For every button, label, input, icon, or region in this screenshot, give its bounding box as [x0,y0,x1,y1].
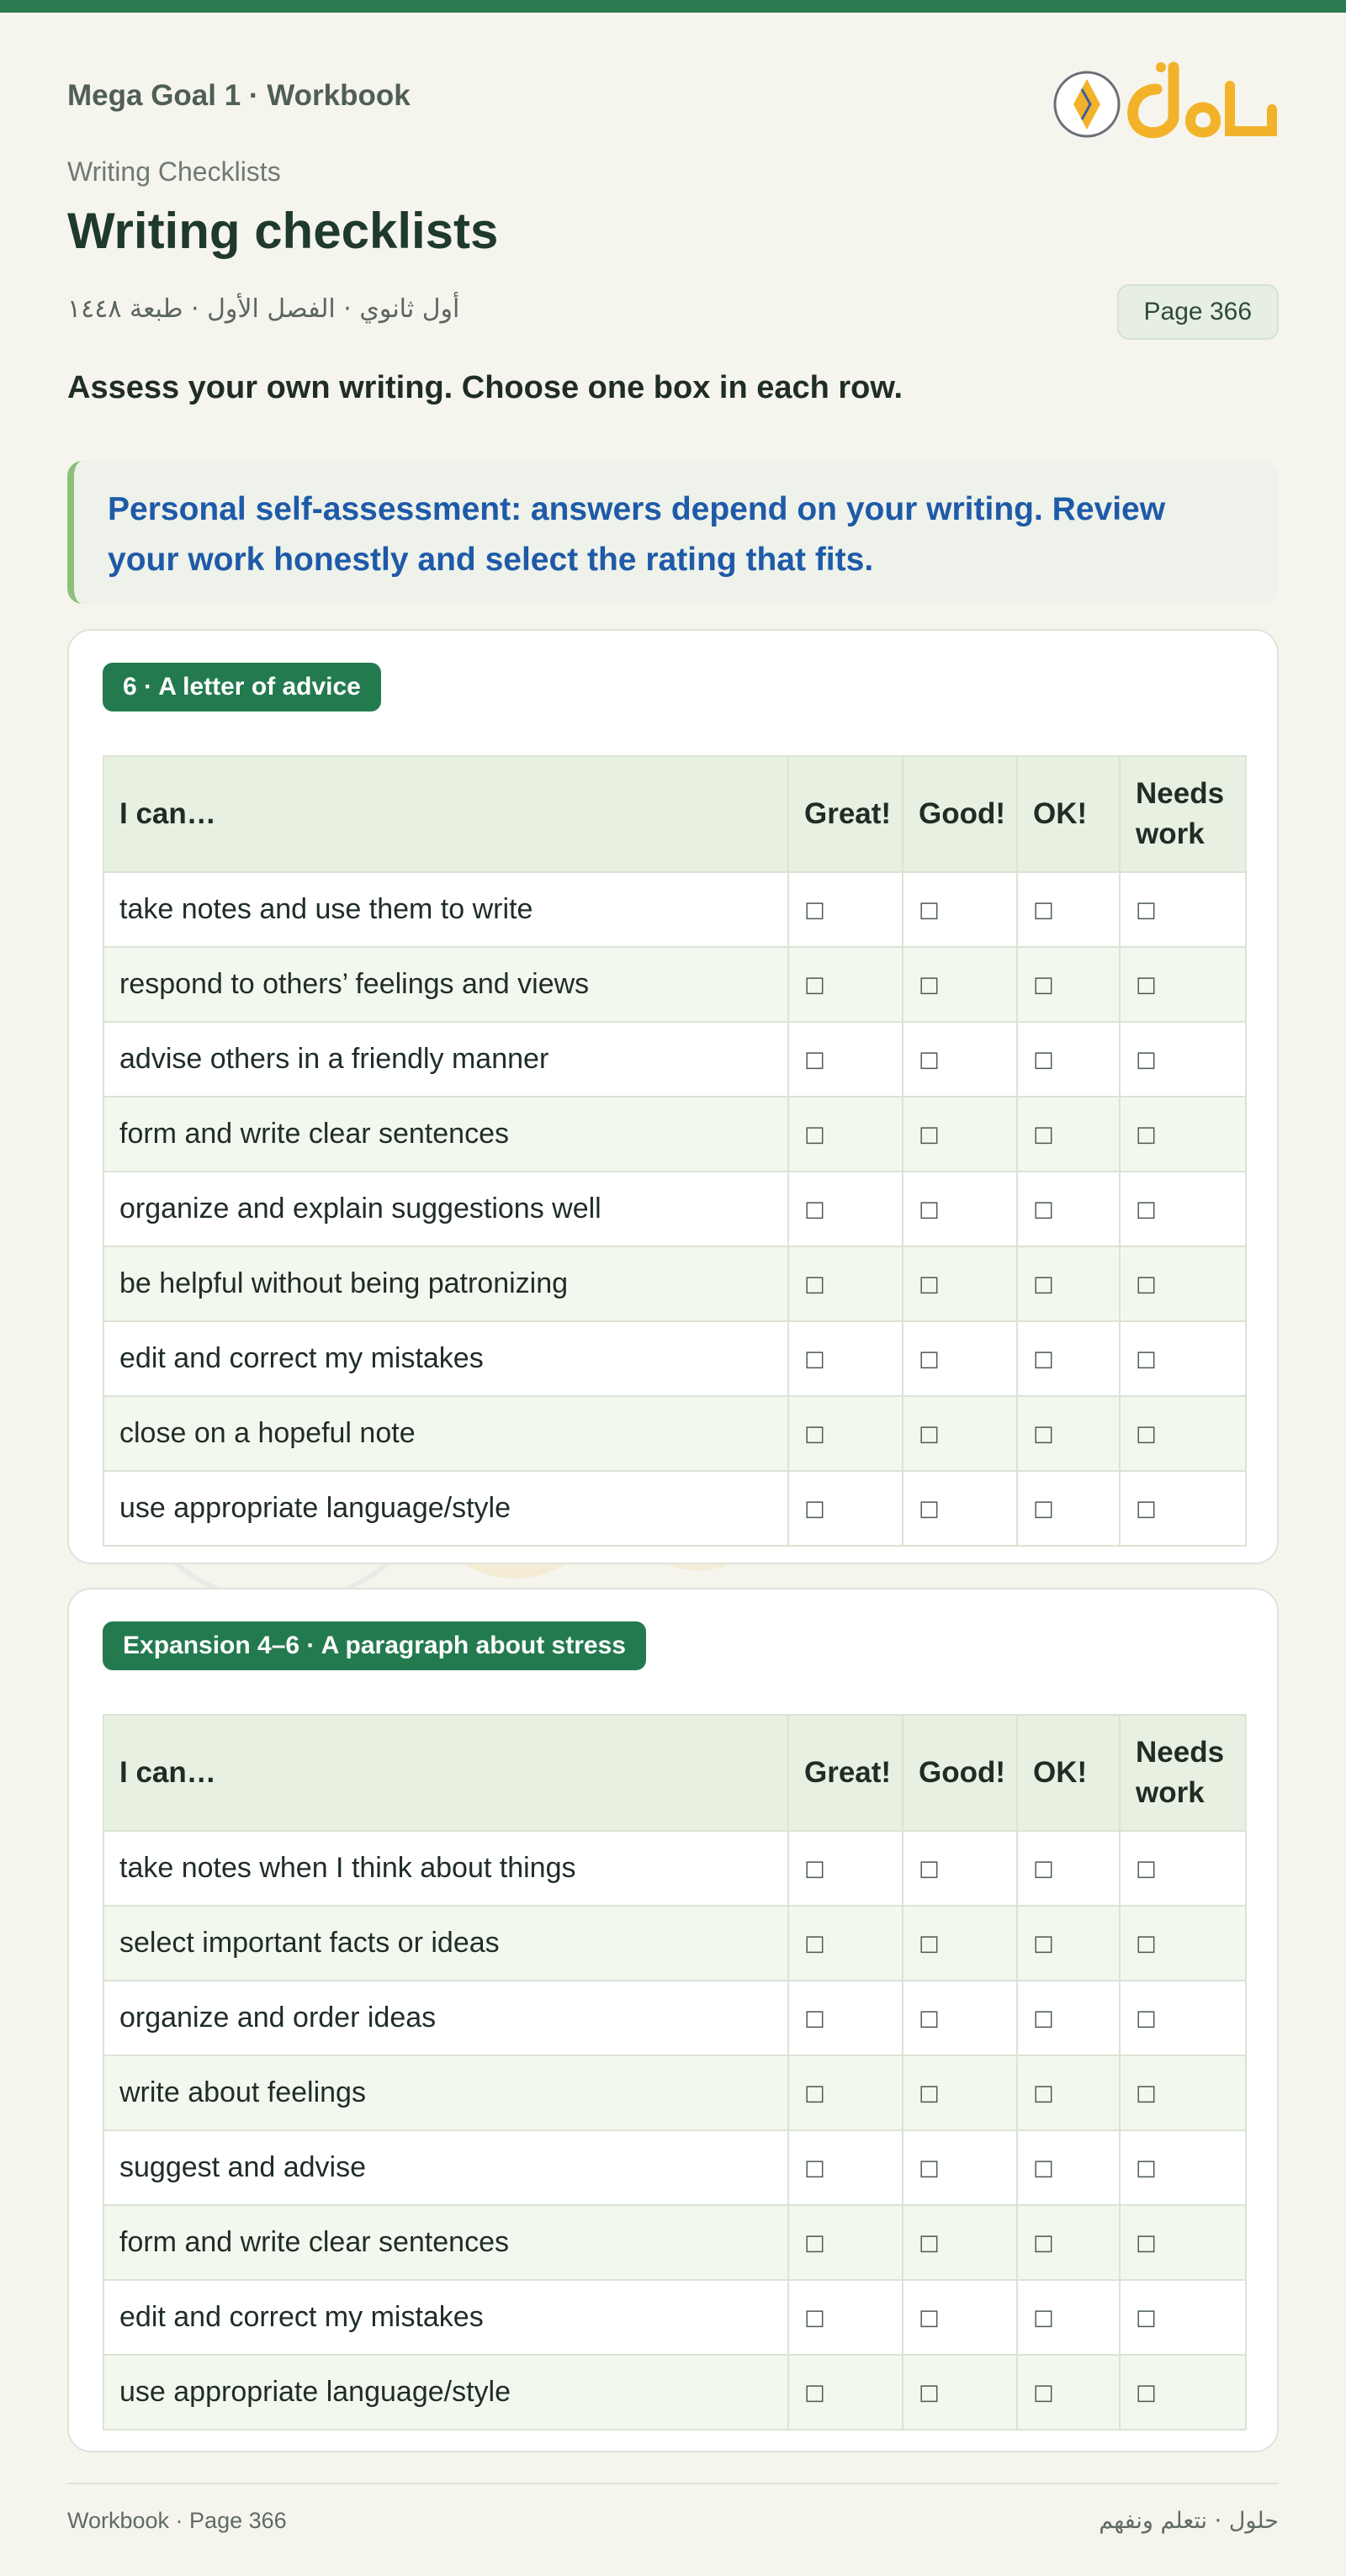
checkbox-great[interactable]: □ [788,1097,903,1172]
footer-brand-tagline: حلول · نتعلم ونفهم [1099,2508,1279,2534]
skill-label: take notes and use them to write [103,872,788,947]
checkbox-great[interactable]: □ [788,2130,903,2205]
table-row [103,2205,1246,2280]
checkbox-good[interactable]: □ [903,1172,1017,1246]
checkbox-ok[interactable]: □ [1017,2130,1120,2205]
checkbox-needs-work[interactable]: □ [1120,2055,1246,2130]
checkbox-ok[interactable]: □ [1017,1246,1120,1321]
page-header [67,72,1279,148]
checkbox-needs-work[interactable]: □ [1120,2280,1246,2355]
column-header-i-can: I can… [103,1715,788,1831]
table-row [103,2055,1246,2130]
table-row [103,1321,1246,1396]
page-number-badge: Page 366 [1117,284,1279,340]
checkbox-ok[interactable]: □ [1017,1471,1120,1546]
checkbox-ok[interactable]: □ [1017,1172,1120,1246]
checkbox-great[interactable]: □ [788,2280,903,2355]
column-header-great: Great! [788,756,903,872]
skill-label: organize and order ideas [103,1981,788,2055]
self-assessment-note: Personal self-assessment: answers depend on your writing. Review your work honestly and select the rating that fits. [67,461,1279,604]
table-row [103,872,1246,947]
skill-label: use appropriate language/style [103,1471,788,1546]
checkbox-good[interactable]: □ [903,1906,1017,1981]
skill-label: write about feelings [103,2055,788,2130]
checkbox-needs-work[interactable]: □ [1120,1172,1246,1246]
checkbox-ok[interactable]: □ [1017,872,1120,947]
table-row [103,1097,1246,1172]
checkbox-ok[interactable]: □ [1017,1906,1120,1981]
checkbox-ok[interactable]: □ [1017,2055,1120,2130]
checkbox-needs-work[interactable]: □ [1120,1906,1246,1981]
column-header-good: Good! [903,756,1017,872]
column-header-needs-work: Needs work [1120,756,1246,872]
checkbox-great[interactable]: □ [788,1022,903,1097]
checkbox-needs-work[interactable]: □ [1120,1396,1246,1471]
skill-label: edit and correct my mistakes [103,1321,788,1396]
skill-label: edit and correct my mistakes [103,2280,788,2355]
table-row [103,1906,1246,1981]
page-title: Writing checklists [67,203,499,259]
checklist-card-paragraph-about-stress [67,1588,1279,2452]
checkbox-ok[interactable]: □ [1017,1097,1120,1172]
skill-label: form and write clear sentences [103,2205,788,2280]
table-row [103,1172,1246,1246]
checkbox-good[interactable]: □ [903,872,1017,947]
checkbox-good[interactable]: □ [903,1471,1017,1546]
checkbox-ok[interactable]: □ [1017,1831,1120,1906]
skill-label: close on a hopeful note [103,1396,788,1471]
table-row [103,1981,1246,2055]
checkbox-ok[interactable]: □ [1017,2280,1120,2355]
checkbox-great[interactable]: □ [788,2205,903,2280]
checkbox-needs-work[interactable]: □ [1120,1981,1246,2055]
checkbox-good[interactable]: □ [903,1981,1017,2055]
table-row [103,1396,1246,1471]
checkbox-needs-work[interactable]: □ [1120,2205,1246,2280]
checkbox-needs-work[interactable]: □ [1120,1097,1246,1172]
checkbox-good[interactable]: □ [903,2205,1017,2280]
checkbox-great[interactable]: □ [788,872,903,947]
table-header-row [103,756,1246,872]
checkbox-good[interactable]: □ [903,1022,1017,1097]
checkbox-great[interactable]: □ [788,1906,903,1981]
checkbox-needs-work[interactable]: □ [1120,1246,1246,1321]
instruction-text: Assess your own writing. Choose one box in each row. [67,370,904,405]
skill-label: take notes when I think about things [103,1831,788,1906]
checkbox-ok[interactable]: □ [1017,1321,1120,1396]
skill-label: advise others in a friendly manner [103,1022,788,1097]
table-row [103,2130,1246,2205]
table-row [103,2355,1246,2430]
checkbox-ok[interactable]: □ [1017,947,1120,1022]
skill-label: form and write clear sentences [103,1097,788,1172]
checkbox-good[interactable]: □ [903,1321,1017,1396]
checkbox-great[interactable]: □ [788,1471,903,1546]
skill-label: use appropriate language/style [103,2355,788,2430]
skill-label: select important facts or ideas [103,1906,788,1981]
footer-page-label: Workbook · Page 366 [67,2508,287,2533]
column-header-good: Good! [903,1715,1017,1831]
checkbox-great[interactable]: □ [788,947,903,1022]
skill-label: respond to others’ feelings and views [103,947,788,1022]
table-row [103,1471,1246,1546]
checkbox-needs-work[interactable]: □ [1120,947,1246,1022]
checkbox-needs-work[interactable]: □ [1120,872,1246,947]
table-row [103,1831,1246,1906]
section-kicker: Writing Checklists [67,156,281,187]
checkbox-great[interactable]: □ [788,1831,903,1906]
checkbox-ok[interactable]: □ [1017,2355,1120,2430]
checkbox-ok[interactable]: □ [1017,1396,1120,1471]
skill-label: suggest and advise [103,2130,788,2205]
grade-term-meta: أول ثانوي · الفصل الأول · طبعة ١٤٤٨ [67,294,460,324]
checkbox-great[interactable]: □ [788,1246,903,1321]
checkbox-ok[interactable]: □ [1017,1981,1120,2055]
table-row [103,1246,1246,1321]
checkbox-needs-work[interactable]: □ [1120,1831,1246,1906]
checkbox-good[interactable]: □ [903,947,1017,1022]
checkbox-great[interactable]: □ [788,1981,903,2055]
column-header-ok: OK! [1017,1715,1120,1831]
top-accent-bar [0,0,1346,13]
checklist-card-letter-of-advice [67,629,1279,1564]
checkbox-needs-work[interactable]: □ [1120,1471,1246,1546]
checklist-table [103,1714,1247,2431]
skill-label: be helpful without being patronizing [103,1246,788,1321]
checkbox-good[interactable]: □ [903,2355,1017,2430]
column-header-great: Great! [788,1715,903,1831]
column-header-i-can: I can… [103,756,788,872]
checkbox-good[interactable]: □ [903,1831,1017,1906]
hulul-logo [1052,56,1279,148]
checkbox-good[interactable]: □ [903,2130,1017,2205]
checkbox-great[interactable]: □ [788,1396,903,1471]
checkbox-good[interactable]: □ [903,1396,1017,1471]
checkbox-great[interactable]: □ [788,1172,903,1246]
table-row [103,1022,1246,1097]
checkbox-ok[interactable]: □ [1017,2205,1120,2280]
book-title: Mega Goal 1 · Workbook [67,79,411,112]
checkbox-great[interactable]: □ [788,2355,903,2430]
checkbox-needs-work[interactable]: □ [1120,2355,1246,2430]
checkbox-great[interactable]: □ [788,1321,903,1396]
checkbox-good[interactable]: □ [903,2055,1017,2130]
column-header-needs-work: Needs work [1120,1715,1246,1831]
checkbox-great[interactable]: □ [788,2055,903,2130]
checkbox-good[interactable]: □ [903,2280,1017,2355]
checkbox-ok[interactable]: □ [1017,1022,1120,1097]
table-row [103,2280,1246,2355]
footer-divider [67,2483,1279,2484]
checkbox-needs-work[interactable]: □ [1120,1321,1246,1396]
table-row [103,947,1246,1022]
checklist-table [103,755,1247,1547]
section-label: Expansion 4–6 · A paragraph about stress [103,1621,646,1670]
section-label: 6 · A letter of advice [103,663,381,711]
checkbox-needs-work[interactable]: □ [1120,2130,1246,2205]
checkbox-good[interactable]: □ [903,1097,1017,1172]
column-header-ok: OK! [1017,756,1120,872]
checkbox-needs-work[interactable]: □ [1120,1022,1246,1097]
skill-label: organize and explain suggestions well [103,1172,788,1246]
table-header-row [103,1715,1246,1831]
checkbox-good[interactable]: □ [903,1246,1017,1321]
